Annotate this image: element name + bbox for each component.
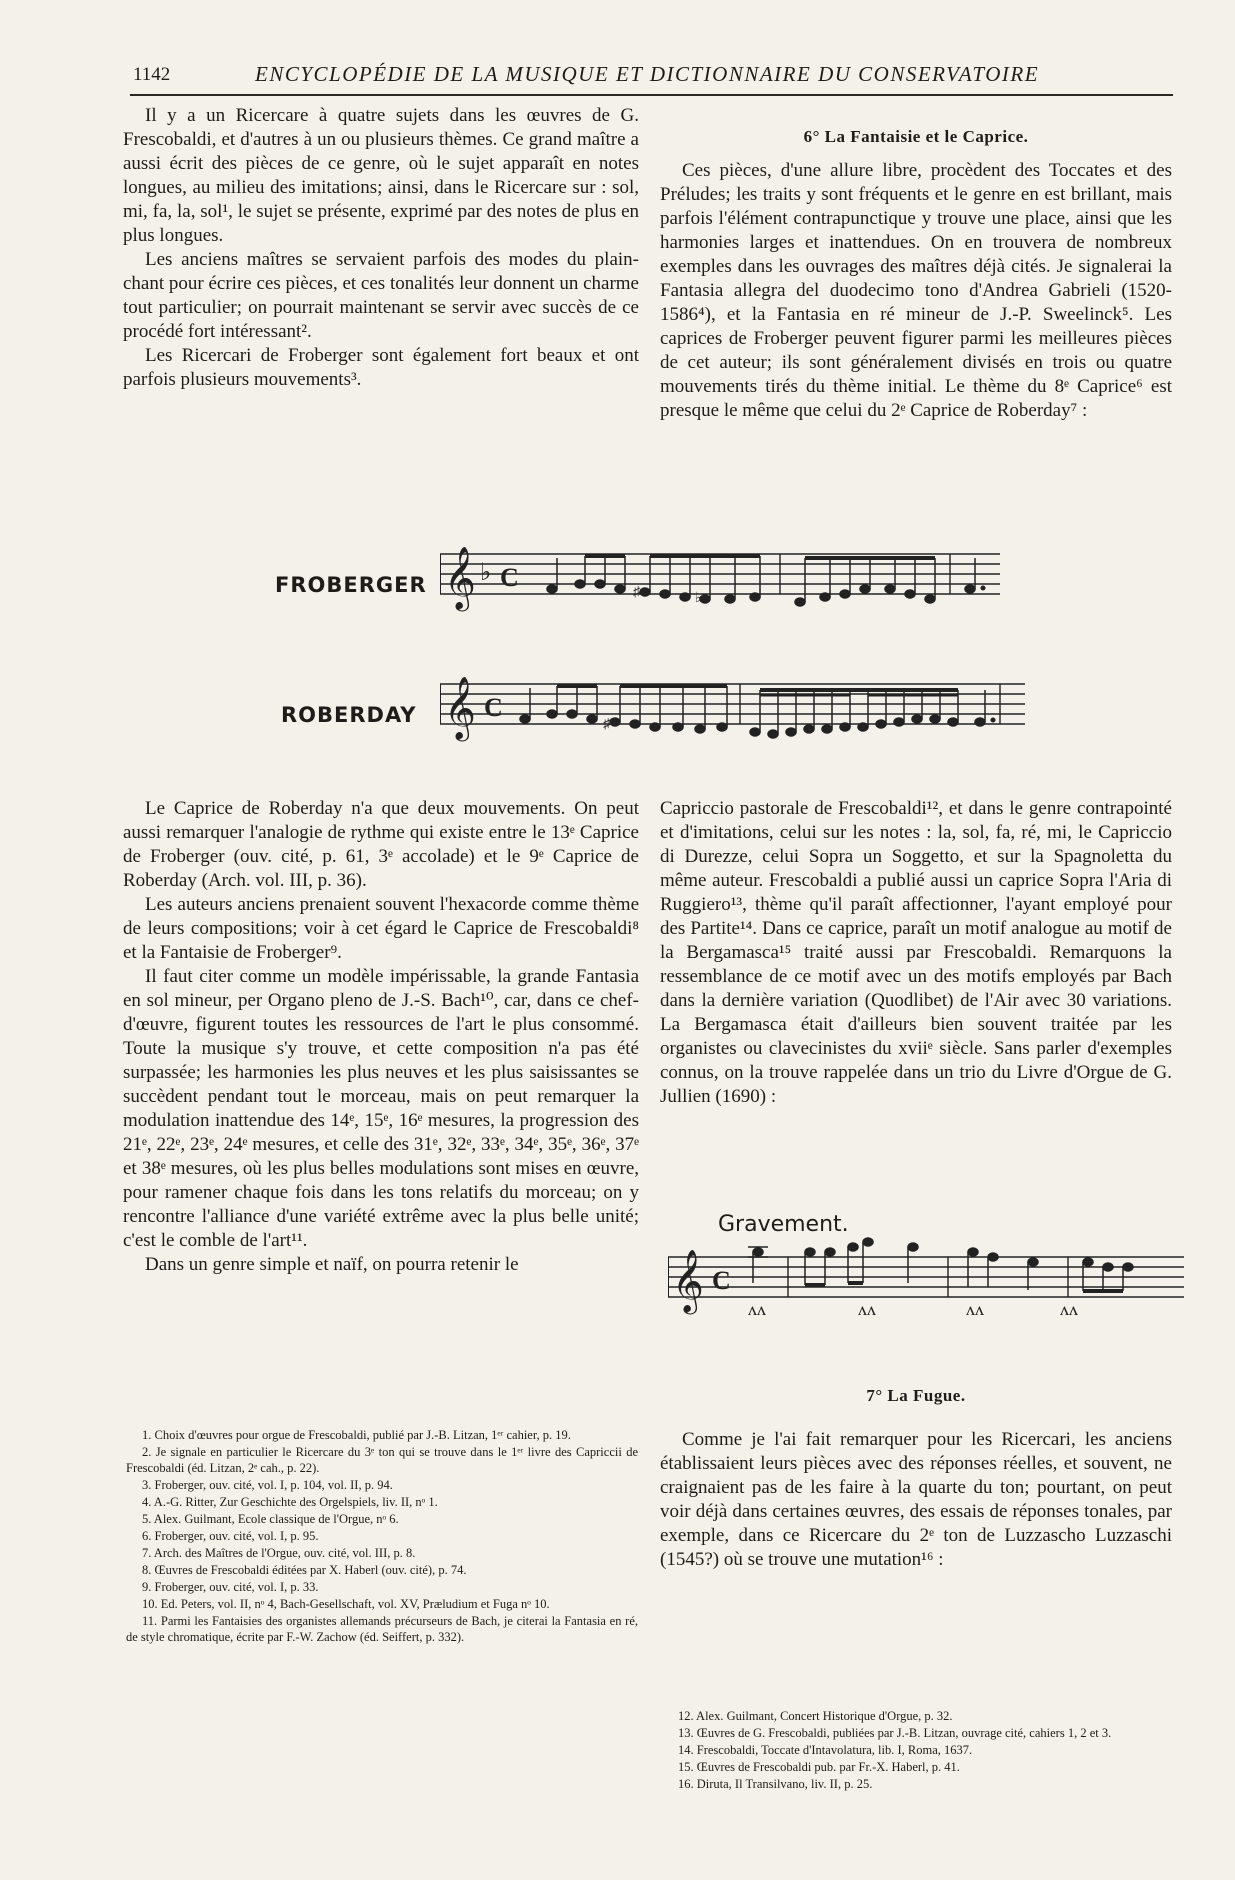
paragraph: Les anciens maîtres se servaient parfois des modes du plain-chant pour écrire ces pièces, et ces tonalités leur donnent un charme tout particulier; on pourrait maintenant se servir avec succès de ce procédé fort intéressant². (123, 249, 639, 342)
paragraph: Il y a un Ricercare à quatre sujets dans les œuvres de G. Frescobaldi, et d'autres à un ou plusieurs thèmes. Ce grand maître a aussi écrit des pièces de ce genre, où le sujet apparaît en notes longues, au milieu des imitations; ainsi, dans le Ricercare sur : sol, mi, fa, la, sol¹, le sujet se présente, exprimé par des notes de plus en plus longues. (123, 105, 639, 246)
paragraph: Comme je l'ai fait remarquer pour les Ricercari, les anciens établissaient leurs pièces avec des réponses réelles, et souvent, ne craignaient pas de les faire à la quarte du ton; pourtant, on peut voir déjà dans certaines œuvres, des essais de réponses tonales, par exemple, dans ce Ricercare du 2ᵉ ton de Luzzascho Luzzaschi (1545?) où se trouve une mutation¹⁶ : (660, 1429, 1172, 1570)
svg-text:ʌʌ: ʌʌ (748, 1299, 766, 1319)
svg-text:C: C (484, 693, 503, 722)
footnote: 8. Œuvres de Frescobaldi éditées par X. Haberl (ouv. cité), p. 74. (142, 1563, 467, 1577)
footnote: 10. Ed. Peters, vol. II, nᵒ 4, Bach-Gesellschaft, vol. XV, Præludium et Fuga nᵒ 10. (142, 1597, 550, 1611)
roberday-staff (440, 670, 1030, 750)
svg-text:ʌʌ: ʌʌ (858, 1299, 876, 1319)
paragraph: Les Ricercari de Froberger sont également fort beaux et ont parfois plusieurs mouvements³. (123, 345, 639, 390)
left-column-top (123, 104, 639, 392)
paragraph: Ces pièces, d'une allure libre, procèdent des Toccates et des Préludes; les traits y sont fréquents et le genre en est brillant, mais parfois l'élément contrapunctique y trouve une place, ainsi que les harmonies larges et inattendues. On en trouvera de nombreux exemples dans les ouvrages des maîtres déjà cités. Je signalerai la Fantasia allegra del duodecimo tono d'Andrea Gabrieli (1520-1586⁴), et la Fantasia en ré mineur de J.-P. Sweelinck⁵. Les caprices de Froberger peuvent figurer parmi les meilleures pièces de cet auteur; ils sont généralement divisés en trois ou quatre mouvements tirés du thème initial. Le thème du 8ᵉ Caprice⁶ est presque le même que celui du 2ᵉ Caprice de Roberday⁷ : (660, 160, 1172, 421)
svg-text:♭: ♭ (480, 560, 492, 586)
footnote: 6. Froberger, ouv. cité, vol. I, p. 95. (142, 1529, 319, 1543)
footnote: 1. Choix d'œuvres pour orgue de Frescobaldi, publié par J.-B. Litzan, 1ᵉʳ cahier, p. 19. (142, 1428, 571, 1442)
footnote: 11. Parmi les Fantaisies des organistes allemands précurseurs de Bach, je citerai la Fantasia en ré, de style chromatique, écrite par F.-W. Zachow (éd. Seiffert, p. 332). (126, 1614, 638, 1644)
footnote: 13. Œuvres de G. Frescobaldi, publiées par J.-B. Litzan, ouvrage cité, cahiers 1, 2 et 3. (678, 1726, 1112, 1740)
footnote: 7. Arch. des Maîtres de l'Orgue, ouv. cité, vol. III, p. 8. (142, 1546, 416, 1560)
running-title: ENCYCLOPÉDIE DE LA MUSIQUE ET DICTIONNAIRE DU CONSERVATOIRE (255, 62, 1040, 86)
svg-text:ʌʌ: ʌʌ (966, 1299, 984, 1319)
paragraph: Il faut citer comme un modèle impérissable, la grande Fantasia en sol mineur, per Organo pleno de J.-S. Bach¹⁰, car, dans ce chef-d'œuvre, figurent toutes les ressources de l'art le plus consommé. Toute la musique s'y trouve, et cette composition n'a pas été surpassée; les harmonies les plus neuves et les plus saisissantes se succèdent pendant tout le morceau, mais on peut remarquer la modulation inattendue des 14ᵉ, 15ᵉ, 16ᵉ mesures, la progression des 21ᵉ, 22ᵉ, 23ᵉ, 24ᵉ mesures, et celle des 31ᵉ, 32ᵉ, 33ᵉ, 34ᵉ, 35ᵉ, 36ᵉ, 37ᵉ et 38ᵉ mesures, où les plus belles modulations sont mises en œuvre, pour ramener chaque fois dans les tons relatifs du morceau; on y rencontre l'alliance d'une variété extrême avec la plus belle unité; c'est le comble de l'art¹¹. (123, 966, 639, 1251)
right-column-top (660, 125, 1172, 423)
label-froberger: FROBERGER (275, 573, 427, 597)
paragraph: Capriccio pastorale de Frescobaldi¹², et dans le genre contrapointé et d'imitations, celui sur les notes : la, sol, fa, ré, mi, le Capriccio di Durezze, celui Sopra un Soggetto, et sur la Spagnoletta du même auteur. Frescobaldi a publié aussi un caprice Sopra l'Aria di Ruggiero¹³, thème qu'il paraît affectionner, l'ayant employé pour des Partite¹⁴. Dans ce caprice, paraît un motif analogue au motif de la Bergamasca¹⁵ traité aussi par Frescobaldi. Remarquons la ressemblance de ce motif avec un des motifs employés par Bach dans la dernière variation (Quodlibet) de l'Air avec 30 variations. La Bergamasca était d'ailleurs bien souvent traitée par les organistes ou clavecinistes du xviiᵉ siècle. Sans parler d'exemples connus, on la trouve rappelée dans un trio du Livre d'Orgue de G. Jullien (1690) : (660, 798, 1172, 1107)
svg-text:C: C (500, 563, 519, 592)
footnote: 16. Diruta, Il Transilvano, liv. II, p. 25. (678, 1777, 873, 1791)
svg-text:ʌʌ: ʌʌ (1060, 1299, 1078, 1319)
footnote: 5. Alex. Guilmant, Ecole classique de l'Orgue, nᵒ 6. (142, 1512, 399, 1526)
footnote: 15. Œuvres de Frescobaldi pub. par Fr.-X. Haberl, p. 41. (678, 1760, 960, 1774)
svg-text:♯: ♯ (633, 585, 640, 600)
svg-text:♭: ♭ (695, 591, 702, 606)
header-rule (130, 94, 1173, 96)
svg-text:♯: ♯ (603, 717, 610, 732)
paragraph: Dans un genre simple et naïf, on pourra retenir le (145, 1254, 519, 1275)
left-column-bottom (123, 797, 639, 1277)
footnote: 2. Je signale en particulier le Ricercare du 3ᵉ ton qui se trouve dans le 1ᵉʳ livre des Capriccii de Frescobaldi (éd. Litzan, 2ᵉ cah., p. 22). (126, 1445, 638, 1475)
paragraph: Le Caprice de Roberday n'a que deux mouvements. On peut aussi remarquer l'analogie de rythme qui existe entre le 13ᵉ Caprice de Froberger (ouv. cité, p. 61, 3ᵉ accolade) et le 9ᵉ Caprice de Roberday (Arch. vol. III, p. 36). (123, 798, 639, 891)
footnotes-left (126, 1427, 638, 1646)
right-column-bottom (660, 797, 1172, 1109)
footnote: 4. A.-G. Ritter, Zur Geschichte des Orgelspiels, liv. II, nᵒ 1. (142, 1495, 438, 1509)
footnotes-right (662, 1708, 1172, 1793)
footnote: 12. Alex. Guilmant, Concert Historique d'Orgue, p. 32. (678, 1709, 953, 1723)
label-roberday: ROBERDAY (281, 703, 417, 727)
footnote: 3. Froberger, ouv. cité, vol. I, p. 104, vol. II, p. 94. (142, 1478, 393, 1492)
svg-text:𝄞: 𝄞 (444, 678, 476, 738)
footnote: 9. Froberger, ouv. cité, vol. I, p. 33. (142, 1580, 319, 1594)
section-title-fugue: 7° La Fugue. (866, 1386, 966, 1405)
jullien-staff (668, 1235, 1188, 1325)
right-column-fugue (660, 1384, 1172, 1572)
svg-text:𝄞: 𝄞 (444, 548, 476, 608)
svg-text:𝄞: 𝄞 (672, 1251, 704, 1311)
footnote: 14. Frescobaldi, Toccate d'Intavolatura, lib. I, Roma, 1637. (678, 1743, 973, 1757)
svg-text:C: C (712, 1266, 731, 1295)
page-number: 1142 (133, 64, 171, 85)
section-title-fantaisie: 6° La Fantaisie et le Caprice. (803, 127, 1029, 146)
froberger-staff (440, 540, 1030, 615)
paragraph: Les auteurs anciens prenaient souvent l'hexacorde comme thème de leurs compositions; voir à cet égard le Caprice de Frescobaldi⁸ et la Fantaisie de Froberger⁹. (123, 894, 639, 963)
tempo-marking: Gravement. (718, 1212, 849, 1237)
